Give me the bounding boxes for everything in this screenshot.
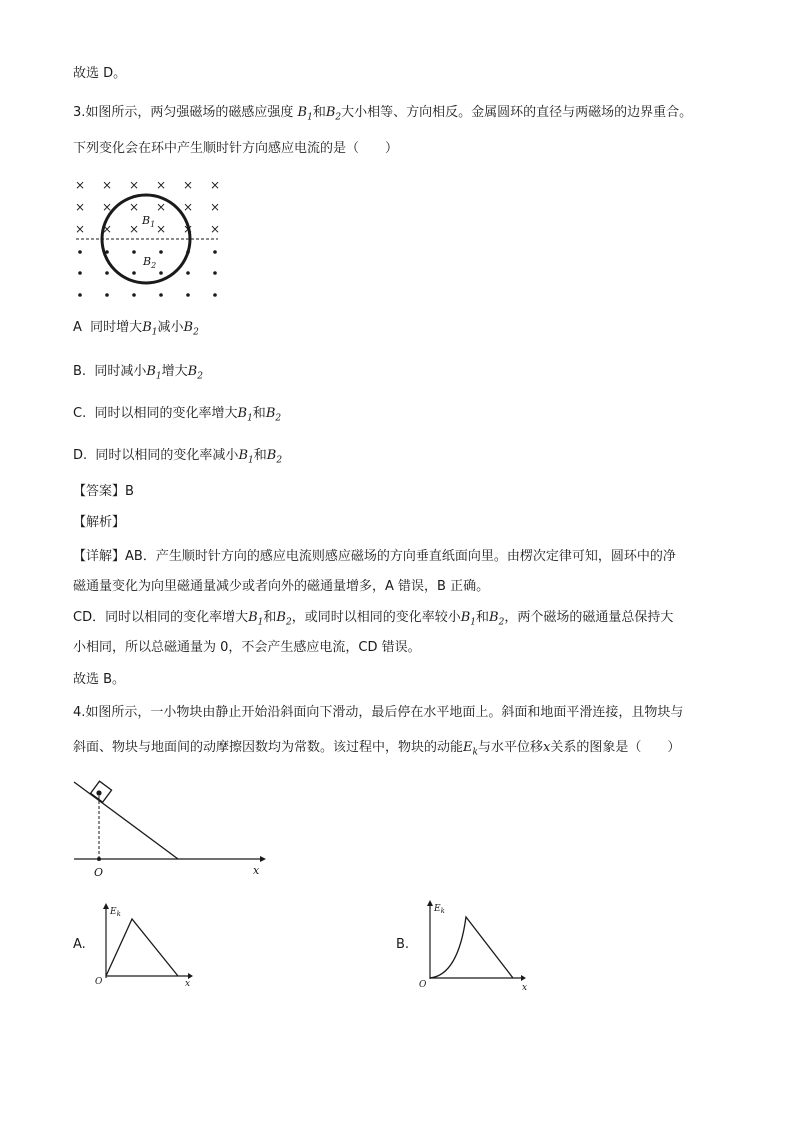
q3-symbol-b2: $B_2$ (325, 105, 342, 123)
label-b2: $B_2$ (143, 255, 157, 270)
label-b1: $B_1$ (142, 214, 156, 229)
q3-option-c[interactable]: C. 同时以相同的变化率增大$B_1$和$B_2$ (73, 406, 282, 424)
svg-text:×: × (75, 222, 86, 236)
q3-detail-line3: CD．同时以相同的变化率增大$B_1$和$B_2$，或同时以相同的变化率较小$B_1$和$B_2$，两个磁场的磁通量总保持大 (73, 610, 674, 628)
svg-text:×: × (156, 200, 167, 214)
q3-stem-line1 (73, 103, 692, 128)
option-text: 同时增大 (90, 320, 143, 335)
option-letter: B. (73, 364, 87, 379)
origin-label: O (95, 977, 103, 987)
detail-tag: 【详解】 (73, 549, 126, 564)
q3-stem-line2: 下列变化会在环中产生顺时针方向感应电流的是（ ） (73, 141, 399, 156)
svg-text:×: × (156, 222, 167, 236)
svg-text:×: × (210, 178, 221, 192)
q3-detail-line4: 小相同，所以总磁通量为 0，不会产生感应电流，CD 错误。 (73, 640, 421, 655)
origin-label: O (94, 866, 104, 879)
crosses-region (75, 178, 220, 236)
q4-stem-line2: 斜面、物块与地面间的动摩擦因数均为常数。该过程中，物块的动能$E_k$与水平位移x关系的图象是（ ） (73, 740, 681, 758)
q3-field-figure (70, 172, 230, 302)
svg-text:×: × (210, 200, 221, 214)
svg-text:×: × (75, 200, 86, 214)
q3-analysis-tag: 【解析】 (73, 515, 126, 530)
option-text: 和 (252, 406, 266, 421)
svg-text:×: × (183, 222, 194, 236)
option-text: 增大 (161, 364, 188, 379)
svg-text:×: × (102, 178, 113, 192)
option-letter: D. (73, 448, 88, 463)
q3-detail-line2: 磁通量变化为向里磁通量减少或者向外的磁通量增多，A 错误，B 正确。 (73, 579, 490, 594)
svg-text:×: × (102, 222, 113, 236)
q3-option-a[interactable]: A 同时增大$B_1$减小$B_2$ (73, 320, 199, 338)
q4-option-b-letter[interactable]: B. (396, 937, 410, 952)
q3-conclusion: 故选 B。 (73, 672, 126, 687)
block-center-dot (96, 790, 101, 795)
q4-option-a-letter[interactable]: A. (73, 937, 86, 952)
y-axis-arrow-icon (427, 900, 433, 906)
ek-curve (430, 917, 513, 978)
q3-symbol-b1: $B_1$ (297, 105, 313, 123)
q3-stem-text-end: 大小相等、方向相反。金属圆环的直径与两磁场的边界重合。 (341, 105, 693, 120)
q3-stem-text: 3.如图所示，两匀强磁场的磁感应强度 (73, 105, 294, 120)
q2-conclusion: 故选 D。 (73, 66, 127, 81)
incline-surface (74, 782, 178, 859)
x-axis-arrow-icon (260, 856, 266, 862)
x-axis-label: x (185, 979, 191, 989)
q3-option-d[interactable]: D. 同时以相同的变化率减小$B_1$和$B_2$ (73, 448, 283, 466)
svg-text:×: × (129, 178, 140, 192)
y-axis-label: $E_k$ (110, 907, 121, 918)
origin-label: O (419, 980, 427, 990)
svg-text:×: × (129, 200, 140, 214)
origin-dot (97, 857, 101, 861)
option-text: 同时以相同的变化率减小 (95, 448, 239, 463)
option-letter: A (73, 320, 82, 335)
x-axis-label: x (522, 983, 528, 993)
x-axis-label: x (253, 864, 260, 877)
option-letter: C. (73, 406, 87, 421)
option-text: 和 (253, 448, 267, 463)
svg-text:×: × (183, 200, 194, 214)
option-text: 减小 (157, 320, 184, 335)
q4-stem-line1: 4.如图所示，一小物块由静止开始沿斜面向下滑动，最后停在水平地面上。斜面和地面平滑连接，且物块与 (73, 705, 684, 720)
svg-text:×: × (129, 222, 140, 236)
answer-value: B (125, 484, 134, 499)
svg-text:×: × (102, 200, 113, 214)
x-axis-arrow-icon (521, 975, 526, 981)
q3-option-b[interactable]: B. 同时减小$B_1$增大$B_2$ (73, 364, 203, 382)
svg-text:×: × (75, 178, 86, 192)
y-axis-label: $E_k$ (434, 904, 445, 915)
q3-detail-line1: 【详解】AB．产生顺时针方向的感应电流则感应磁场的方向垂直纸面向里。由楞次定律可知，圆环中的净 (73, 549, 676, 564)
q4-option-b-graph[interactable] (418, 897, 533, 992)
ek-curve (106, 919, 178, 976)
option-text: 同时以相同的变化率增大 (94, 406, 238, 421)
svg-text:×: × (183, 178, 194, 192)
option-text: 同时减小 (94, 364, 147, 379)
q4-option-a-graph[interactable] (94, 900, 199, 990)
q3-answer (73, 482, 134, 502)
svg-text:×: × (156, 178, 167, 192)
q4-incline-figure (70, 778, 270, 878)
q3-stem-and: 和 (312, 105, 326, 120)
y-axis-arrow-icon (103, 903, 109, 909)
svg-text:×: × (210, 222, 221, 236)
answer-tag: 【答案】 (73, 484, 126, 499)
